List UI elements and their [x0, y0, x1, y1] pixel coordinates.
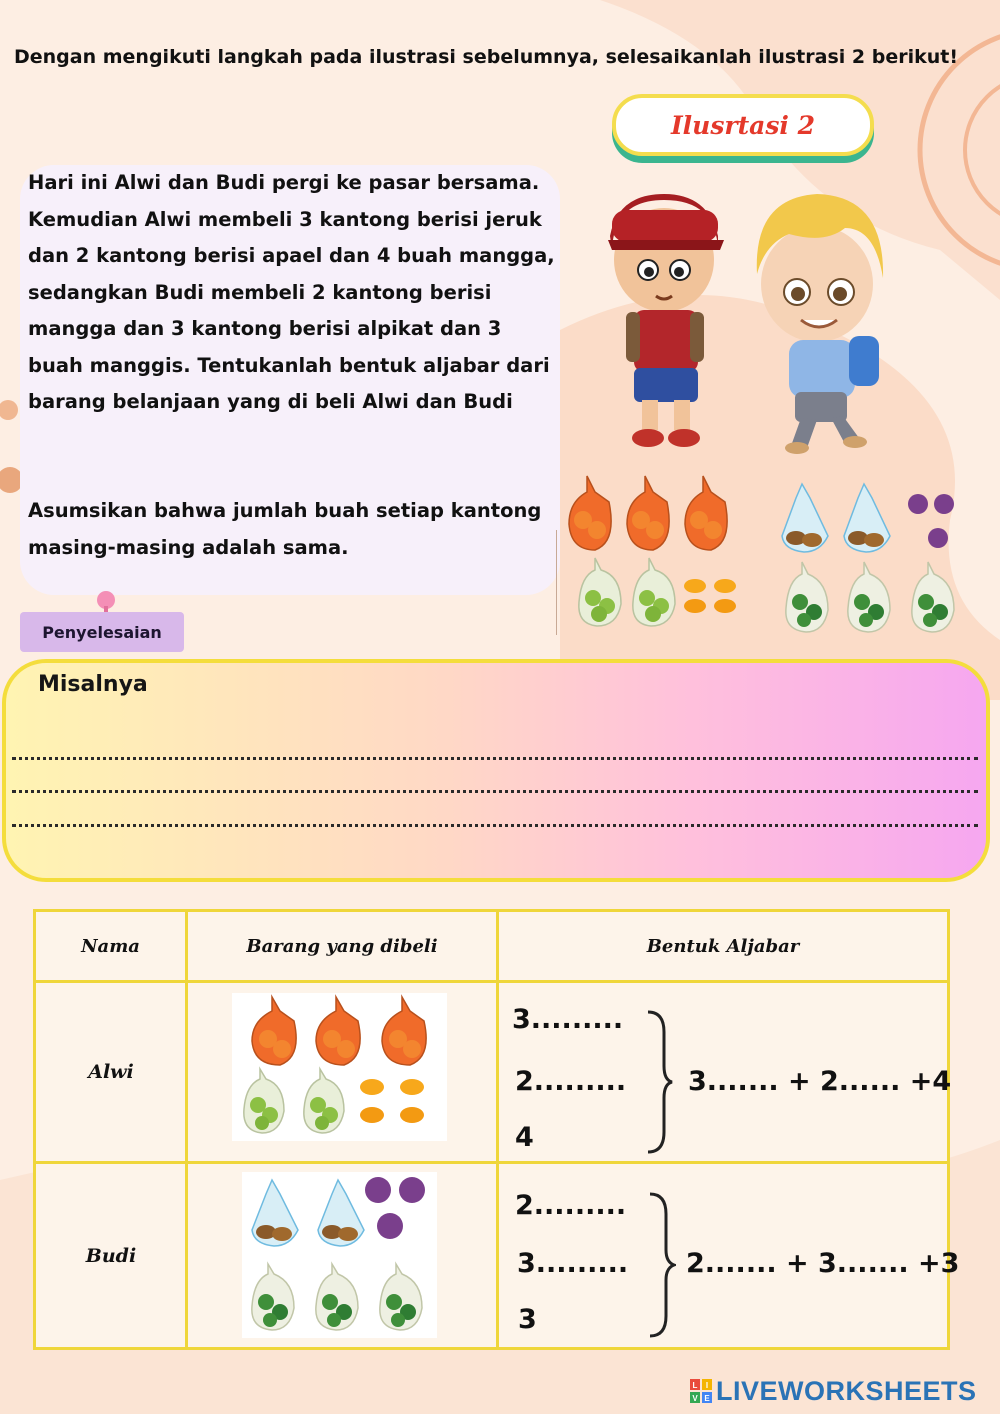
apple-bag-icon: [579, 558, 621, 626]
avocado-bag-icon: [848, 562, 890, 632]
avocado-bag-icon: [252, 1264, 294, 1330]
budi-groceries-illustration: [780, 478, 970, 638]
mangosteen-icon: [365, 1177, 425, 1239]
misalnya-answer-box: [2, 659, 990, 882]
alwi-groceries-illustration: [565, 472, 755, 637]
apple-bag-icon: [304, 1069, 344, 1133]
avocado-bag-icon: [316, 1264, 358, 1330]
budi-goods-image: [242, 1172, 437, 1338]
mango-icon: [684, 579, 736, 613]
row-name-alwi: Alwi: [88, 1061, 134, 1083]
liveworksheets-brand: LIVEWORKSHEETS: [716, 1375, 977, 1406]
orange-bag-icon: [382, 997, 426, 1065]
mango-bag-icon: [782, 484, 828, 552]
avocado-bag-icon: [912, 562, 954, 632]
logo-letter: L: [692, 1381, 698, 1390]
header-nama: Nama: [81, 935, 140, 957]
orange-bag-icon: [685, 476, 727, 550]
header-barang: Barang yang dibeli: [246, 935, 438, 957]
budi-expression[interactable]: 2....... + 3....... +3: [686, 1248, 960, 1279]
mangosteen-icon: [908, 494, 954, 548]
mango-bag-icon: [252, 1180, 298, 1246]
avocado-bag-icon: [380, 1264, 422, 1330]
misalnya-label: Misalnya: [38, 672, 148, 697]
answer-line-1[interactable]: [12, 757, 978, 760]
budi-brace-icon: [646, 1190, 676, 1340]
orange-bag-icon: [569, 476, 611, 550]
alwi-brace-icon: [644, 1008, 674, 1156]
apple-bag-icon: [244, 1069, 284, 1133]
orange-bag-icon: [316, 997, 360, 1065]
budi-term-3: 3: [518, 1304, 537, 1335]
liveworksheets-logo: [690, 1374, 977, 1408]
story-problem-text: Hari ini Alwi dan Budi pergi ke pasar bersama. Kemudian Alwi membeli 3 kantong berisi jeruk dan 2 kantong berisi apael dan 4 buah mangga, sedangkan Budi membeli 2 kantong berisi mangga dan 3 kantong berisi alpikat dan 3 buah manggis. Tentukanlah bentuk aljabar dari barang belanjaan yang di beli Alwi dan Budi: [28, 171, 555, 413]
apple-bag-icon: [633, 558, 675, 626]
story-assumption-text: Asumsikan bahwa jumlah buah setiap kantong masing-masing adalah sama.: [28, 499, 542, 559]
orange-bag-icon: [627, 476, 669, 550]
solution-tag: Penyelesaian: [20, 612, 184, 652]
avocado-bag-icon: [786, 562, 828, 632]
row-name-budi: Budi: [85, 1244, 137, 1267]
budi-term-2[interactable]: 3.........: [517, 1248, 629, 1279]
divider: [556, 530, 557, 635]
budi-character-illustration: [745, 188, 890, 456]
answer-line-2[interactable]: [12, 790, 978, 793]
orange-bag-icon: [252, 997, 296, 1065]
mango-bag-icon: [844, 484, 890, 552]
mango-bag-icon: [318, 1180, 364, 1246]
illustration-badge: Ilusrtasi 2: [612, 94, 874, 156]
mango-icon: [360, 1079, 424, 1123]
budi-term-1[interactable]: 2.........: [515, 1190, 627, 1221]
answer-line-3[interactable]: [12, 824, 978, 827]
logo-letter: V: [692, 1394, 698, 1403]
instruction-text: Dengan mengikuti langkah pada ilustrasi sebelumnya, selesaikanlah ilustrasi 2 berikut!: [14, 46, 958, 68]
logo-letter: E: [704, 1394, 710, 1403]
liveworksheets-logo-icon: [690, 1379, 712, 1403]
header-aljabar: Bentuk Aljabar: [646, 935, 800, 957]
logo-letter: I: [705, 1381, 709, 1390]
alwi-goods-image: [232, 993, 447, 1141]
alwi-character-illustration: [598, 192, 733, 454]
alwi-expression[interactable]: 3....... + 2...... +4: [688, 1066, 952, 1097]
alwi-term-2[interactable]: 2.........: [515, 1066, 627, 1097]
alwi-term-3: 4: [515, 1122, 534, 1153]
alwi-term-1[interactable]: 3.........: [512, 1004, 624, 1035]
